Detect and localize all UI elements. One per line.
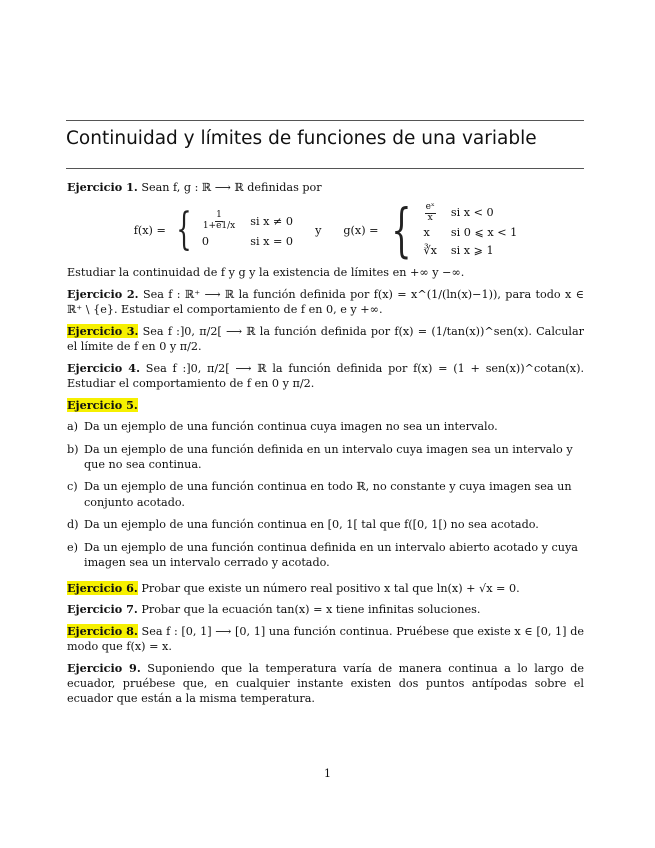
g-lhs: g(x) =	[343, 223, 379, 237]
exercise-6-text: Probar que existe un número real positivo x tal que ln(x) + √x = 0.	[141, 581, 520, 595]
f-case2-cond: si x = 0	[250, 235, 294, 249]
g-case1-value	[423, 203, 436, 224]
f-definition	[133, 204, 294, 256]
exercise-3	[67, 324, 584, 355]
f-brace: {	[176, 204, 192, 256]
exercise-list	[67, 180, 584, 713]
exercise-8-text: Sea f : [0, 1] ⟶ [0, 1] una función continua. Pruébese que existe x ∈ [0, 1] de modo que f(x) = x.	[67, 624, 584, 654]
exercise-7	[67, 602, 584, 617]
list-item	[67, 479, 584, 510]
g-case3-value: ∛x	[423, 243, 437, 257]
g-case1-den: x	[427, 212, 433, 223]
g-brace: {	[390, 196, 412, 265]
f-case1-cond: si x ≠ 0	[250, 214, 294, 228]
g-cases	[423, 203, 517, 259]
page-title: Continuidad y límites de funciones de una variable	[66, 128, 537, 149]
exercise-9-text: Suponiendo que la temperatura varía de manera continua a lo largo de ecuador, pruébese que, en cualquier instante existen dos puntos antípodas sobre el ecuador que están a la misma temperatura.	[67, 661, 585, 706]
exercise-8-label: Ejercicio 8.	[67, 623, 138, 638]
list-item-text: Da un ejemplo de una función continua en todo ℝ, no constante y cuya imagen sea un conjunto acotado.	[84, 480, 572, 509]
conjunction: y	[315, 223, 322, 237]
exercise-7-text: Probar que la ecuación tan(x) = x tiene infinitas soluciones.	[141, 603, 481, 617]
list-item-marker: b)	[67, 442, 79, 456]
page-number: 1	[324, 767, 331, 780]
exercise-5-label: Ejercicio 5.	[67, 397, 138, 412]
g-case2-cond: si 0 ⩽ x < 1	[450, 226, 518, 240]
exercise-5-items	[67, 419, 584, 571]
exercise-7-label: Ejercicio 7.	[67, 602, 138, 617]
f-case1-num: 1	[216, 210, 222, 221]
g-case1-cond: si x < 0	[450, 206, 494, 220]
list-item-marker: d)	[67, 518, 79, 532]
exercise-1	[67, 180, 584, 195]
list-item-marker: e)	[67, 540, 78, 554]
list-item-marker: a)	[67, 420, 79, 434]
title-rule-bottom	[66, 168, 584, 169]
f-lhs: f(x) =	[133, 223, 166, 237]
g-case2-value: x	[423, 226, 430, 240]
list-item	[67, 419, 584, 434]
exercise-2-text: Sea f : ℝ⁺ ⟶ ℝ la función definida por f(x) = x^(1/(ln(x)−1)), para todo x ∈ ℝ⁺ \ {e}. Estudiar el comportamiento de f en 0, e y +∞.	[67, 287, 584, 317]
exercise-6-label: Ejercicio 6.	[67, 580, 138, 595]
f-case1-den: 1+e1/x	[202, 221, 236, 232]
exercise-9-label: Ejercicio 9.	[67, 660, 141, 675]
function-definitions	[67, 196, 584, 265]
exercise-2-label: Ejercicio 2.	[67, 286, 139, 301]
g-case1-num: eˣ	[425, 201, 435, 212]
exercise-2	[67, 287, 584, 318]
exercise-1-label: Ejercicio 1.	[67, 180, 138, 194]
list-item	[67, 540, 584, 571]
exercise-1-intro: Sean f, g : ℝ ⟶ ℝ definidas por	[141, 181, 322, 194]
list-item	[67, 442, 584, 473]
list-item-text: Da un ejemplo de una función continua definida en un intervalo abierto acotado y cuya imagen sea un intervalo cerrado y acotado.	[84, 540, 578, 570]
exercise-3-text: Sea f :]0, π/2[ ⟶ ℝ la función definida por f(x) = (1/tan(x))^sen(x). Calcular el límite de f en 0 y π/2.	[67, 324, 584, 354]
f-case2-value: 0	[201, 235, 209, 249]
list-item-text: Da un ejemplo de una función definida en un intervalo cuya imagen sea un intervalo y que no sea continua.	[84, 442, 573, 471]
exercise-5	[67, 398, 584, 413]
exercise-6	[67, 581, 584, 596]
f-case1-value	[202, 211, 236, 232]
list-item-text: Da un ejemplo de una función continua en [0, 1[ tal que f([0, 1[) no sea acotado.	[84, 518, 539, 532]
g-case3-cond: si x ⩾ 1	[450, 243, 494, 257]
list-item	[67, 517, 584, 532]
list-item-marker: c)	[67, 480, 78, 494]
exercise-4-text: Sea f :]0, π/2[ ⟶ ℝ la función definida por f(x) = (1 + sen(x))^cotan(x). Estudiar el comportamiento de f en 0 y π/2.	[67, 361, 585, 391]
g-definition	[343, 196, 518, 265]
exercise-8	[67, 624, 584, 655]
f-cases	[202, 211, 293, 249]
exercise-9	[67, 661, 584, 707]
exercise-4	[67, 361, 584, 392]
exercise-3-label: Ejercicio 3.	[67, 323, 139, 338]
exercise-4-label: Ejercicio 4.	[67, 360, 140, 375]
title-rule-top	[66, 120, 584, 121]
exercise-1-outro: Estudiar la continuidad de f y g y la existencia de límites en +∞ y −∞.	[67, 266, 465, 280]
list-item-text: Da un ejemplo de una función continua cuya imagen no sea un intervalo.	[84, 420, 498, 434]
